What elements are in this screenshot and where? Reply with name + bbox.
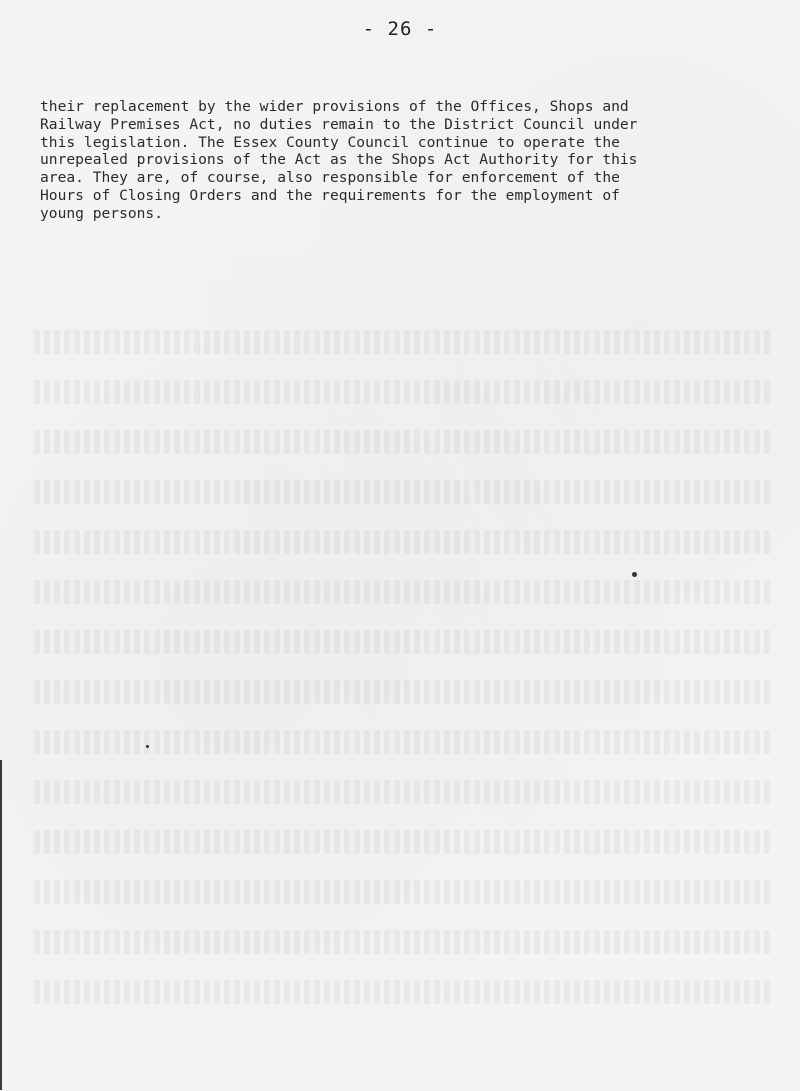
scan-edge-mark [0,760,2,1090]
text-line: area. They are, of course, also responsible for enforcement of the [40,169,620,187]
scan-speck [632,572,637,577]
text-line: their replacement by the wider provisions of the Offices, Shops and [40,98,629,115]
text-line: young persons. [40,204,164,222]
body-paragraph [40,98,760,223]
text-line: unrepealed provisions of the Act as the Shops Act Authority for this [40,151,638,169]
text-line: Railway Premises Act, no duties remain to the District Council under [40,115,638,133]
show-through-texture [0,330,800,1070]
text-line: this legislation. The Essex County Council continue to operate the [40,133,620,151]
scan-speck [146,745,149,748]
text-line: Hours of Closing Orders and the requirements for the employment of [40,186,620,204]
page-number: - 26 - [362,18,438,40]
